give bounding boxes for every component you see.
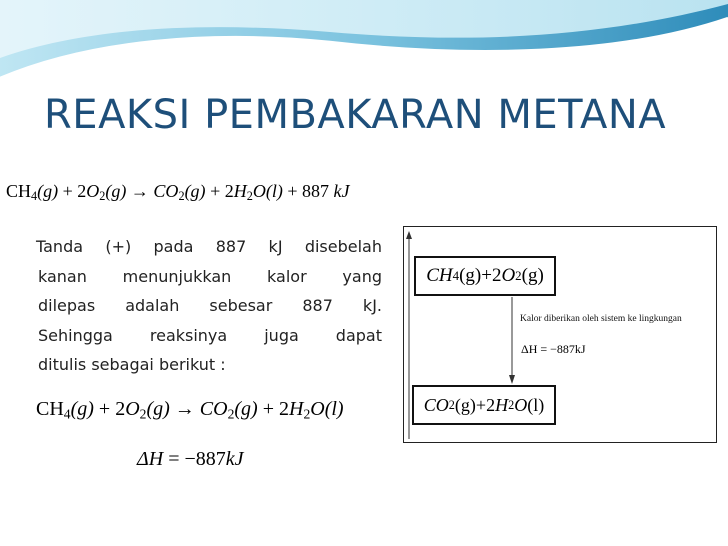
term-ch: CH xyxy=(6,181,32,201)
term-co: CO xyxy=(153,181,179,201)
term-o: O xyxy=(86,181,100,201)
plus: + xyxy=(210,181,221,201)
slide-title: REAKSI PEMBAKARAN METANA xyxy=(44,92,667,138)
subscript: 2 xyxy=(246,189,253,204)
coef: 2 xyxy=(224,181,234,201)
state: (g) xyxy=(37,181,59,201)
term-o: O xyxy=(125,398,140,420)
subscript: 2 xyxy=(178,189,185,204)
term-o: O xyxy=(514,394,528,415)
heat-value: 887 xyxy=(302,181,329,201)
reaction-arrow: → xyxy=(130,181,149,201)
heat-unit: kJ xyxy=(333,181,350,201)
delta-h-unit: kJ xyxy=(225,448,244,470)
term-o: O xyxy=(252,181,266,201)
subscript: 2 xyxy=(303,406,311,422)
subscript: 4 xyxy=(31,189,38,204)
plus: + xyxy=(262,398,274,420)
state: (l) xyxy=(527,394,545,415)
term-o: O xyxy=(501,265,516,286)
diagram-delta-h-label: ΔH = −887kJ xyxy=(521,342,586,356)
plus: + xyxy=(287,181,298,201)
energy-level-diagram xyxy=(403,226,717,443)
equals: = xyxy=(168,448,180,470)
products-level-box: CO 2 (g) + 2 H 2 O (l) xyxy=(412,385,556,425)
state: (g) xyxy=(454,394,476,415)
reactants-level-box: CH 4 (g) + 2 O 2 (g) xyxy=(414,256,556,296)
equation-combustion-with-heat xyxy=(6,181,349,202)
term-h: H xyxy=(233,181,247,201)
equation-combustion xyxy=(36,398,344,421)
term-co: CO xyxy=(199,398,228,420)
state: (g) xyxy=(234,398,258,420)
coef: 2 xyxy=(491,265,502,286)
term-ch: CH xyxy=(426,265,453,286)
delta-h-value: −887 xyxy=(184,448,226,470)
term-h: H xyxy=(495,394,509,415)
state: (l) xyxy=(265,181,283,201)
enthalpy-change xyxy=(137,448,244,471)
paragraph-line: dilepas adalah sebesar 887 kJ. xyxy=(38,296,382,315)
subscript: 2 xyxy=(99,189,106,204)
subscript: 2 xyxy=(139,406,147,422)
term-ch: CH xyxy=(36,398,64,420)
paragraph-line: Tanda (+) pada 887 kJ disebelah xyxy=(36,237,382,256)
state: (g) xyxy=(184,181,206,201)
subscript: 2 xyxy=(227,406,235,422)
reaction-arrow: → xyxy=(174,398,195,420)
subscript: 4 xyxy=(63,406,71,422)
reaction-arrowhead xyxy=(509,375,515,384)
paragraph-line: Sehingga reaksinya juga dapat xyxy=(38,325,382,345)
coef: 2 xyxy=(115,398,126,420)
header-wave-decoration xyxy=(0,0,728,90)
paragraph-line: ditulis sebagai berikut : xyxy=(38,355,226,374)
term-o: O xyxy=(310,398,325,420)
delta-h-symbol: ΔH xyxy=(137,448,164,470)
plus: + xyxy=(62,181,73,201)
term-co: CO xyxy=(423,394,449,415)
explanation-paragraph xyxy=(36,232,382,380)
plus: + xyxy=(475,394,487,415)
coef: 2 xyxy=(77,181,87,201)
coef: 2 xyxy=(486,394,496,415)
state: (l) xyxy=(324,398,344,420)
term-h: H xyxy=(288,398,304,420)
heat-release-label: Kalor diberikan oleh sistem ke lingkungan xyxy=(520,314,682,324)
state: (g) xyxy=(146,398,170,420)
state: (g) xyxy=(521,265,544,286)
plus: + xyxy=(98,398,111,420)
coef: 2 xyxy=(278,398,289,420)
state: (g) xyxy=(459,265,482,286)
state: (g) xyxy=(105,181,127,201)
energy-axis-arrowhead xyxy=(406,231,412,239)
state: (g) xyxy=(70,398,94,420)
plus: + xyxy=(481,265,492,286)
paragraph-line: kanan menunjukkan kalor yang xyxy=(38,266,382,286)
